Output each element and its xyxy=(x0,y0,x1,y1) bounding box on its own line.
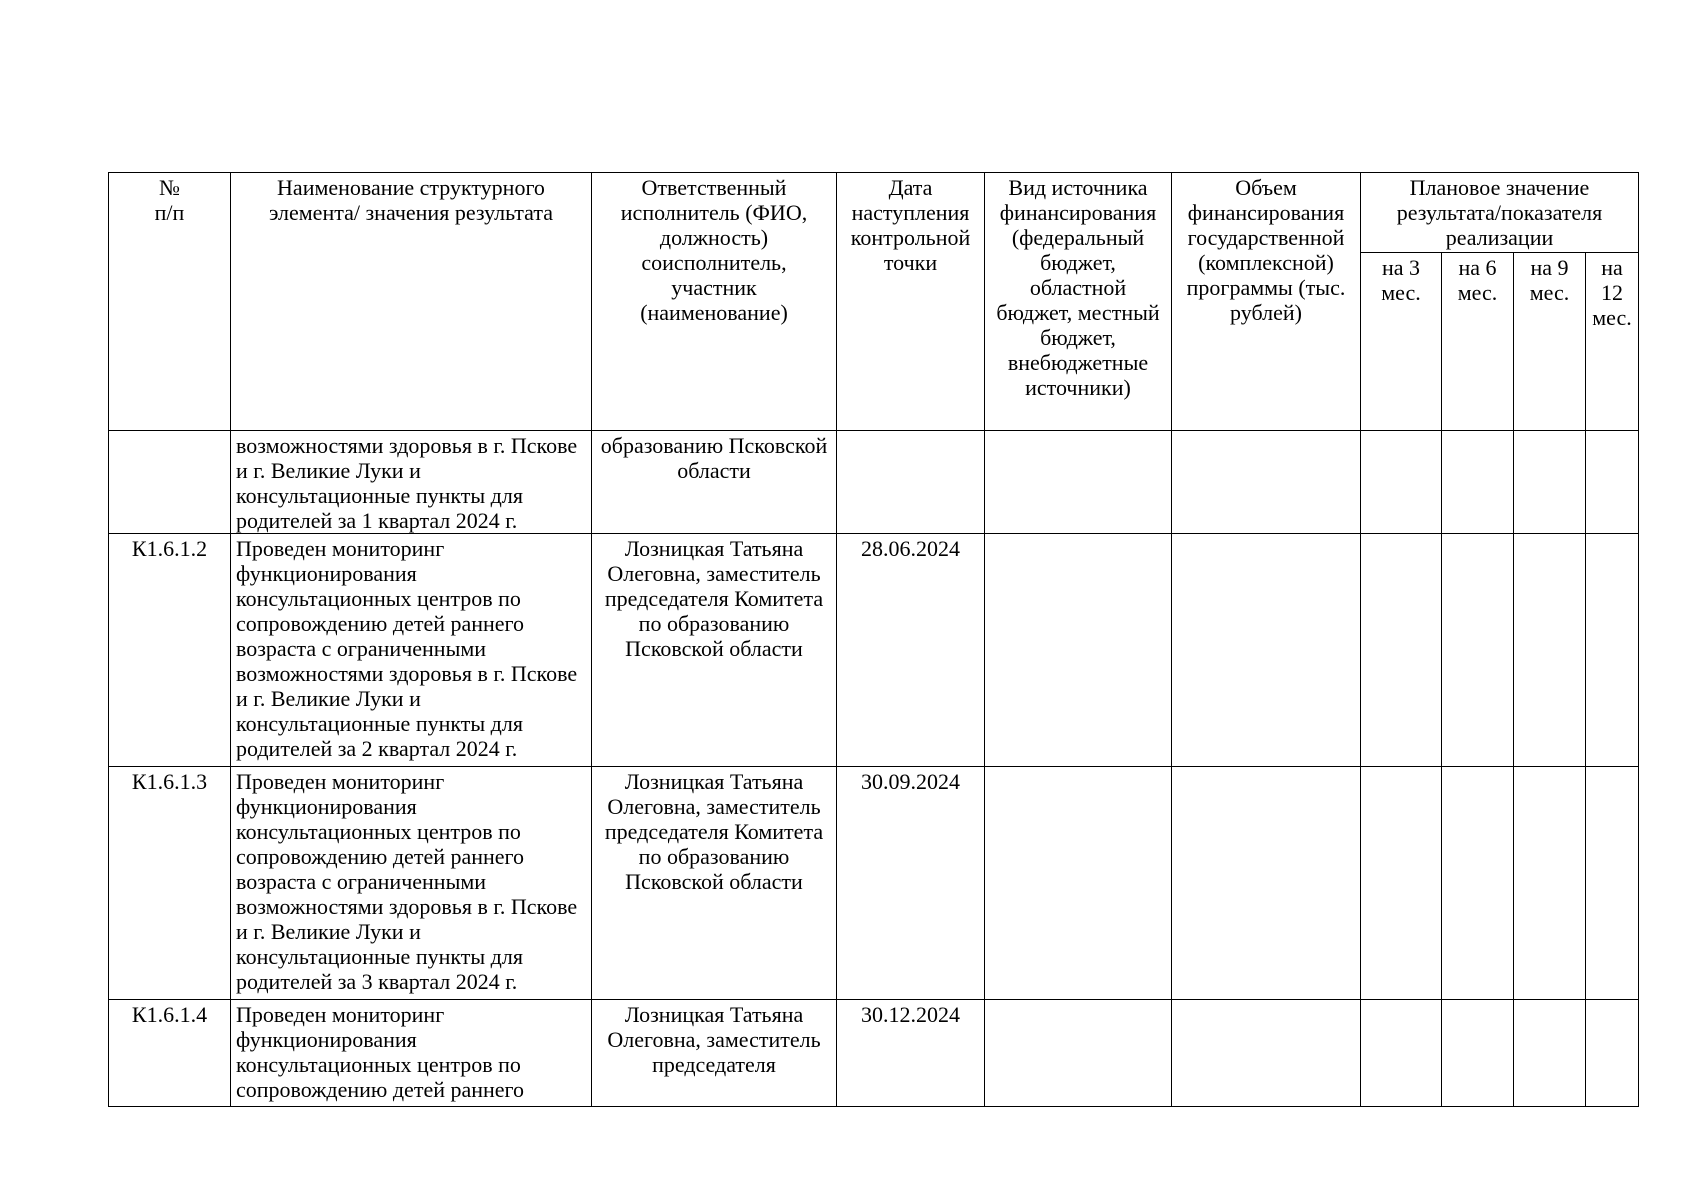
header-row-1 xyxy=(109,173,1639,253)
cell-12-months xyxy=(1586,431,1639,534)
header-3-months: на 3 мес. xyxy=(1361,253,1442,431)
cell-name: Проведен мониторинг функционирования консультационных центров по сопровождению детей раннего xyxy=(231,1000,592,1107)
header-name: Наименование структурного элемента/ значения результата xyxy=(231,173,592,431)
cell-funding-volume xyxy=(1172,767,1361,1000)
cell-responsible: Лозницкая Татьяна Олеговна, заместитель председателя Комитета по образованию Псковской области xyxy=(592,767,837,1000)
cell-name: Проведен мониторинг функционирования консультационных центров по сопровождению детей раннего возраста с ограниченными возможностями здоровья в г. Пскове и г. Великие Луки и консультационные пункты для родителей за 3 квартал 2024 г. xyxy=(231,767,592,1000)
cell-num: К1.6.1.2 xyxy=(109,534,231,767)
header-6-months: на 6 мес. xyxy=(1442,253,1514,431)
header-date: Дата наступления контрольной точки xyxy=(837,173,985,431)
cell-12-months xyxy=(1586,767,1639,1000)
cell-funding-volume xyxy=(1172,431,1361,534)
cell-6-months xyxy=(1442,431,1514,534)
cell-date: 30.12.2024 xyxy=(837,1000,985,1107)
header-12-months: на 12 мес. xyxy=(1586,253,1639,431)
cell-9-months xyxy=(1514,534,1586,767)
cell-num: К1.6.1.3 xyxy=(109,767,231,1000)
cell-3-months xyxy=(1361,1000,1442,1107)
table-row xyxy=(109,431,1639,534)
header-num: № п/п xyxy=(109,173,231,431)
cell-responsible: Лозницкая Татьяна Олеговна, заместитель председателя xyxy=(592,1000,837,1107)
cell-funding-volume xyxy=(1172,534,1361,767)
cell-date: 28.06.2024 xyxy=(837,534,985,767)
cell-3-months xyxy=(1361,534,1442,767)
cell-funding-source xyxy=(985,431,1172,534)
cell-name: возможностями здоровья в г. Пскове и г. Великие Луки и консультационные пункты для родителей за 1 квартал 2024 г. xyxy=(231,431,592,534)
cell-num: К1.6.1.4 xyxy=(109,1000,231,1107)
header-funding-source: Вид источника финансирования (федеральный бюджет, областной бюджет, местный бюджет, внебюджетные источники) xyxy=(985,173,1172,431)
header-planned-value: Плановое значение результата/показателя реализации xyxy=(1361,173,1639,253)
header-9-months: на 9 мес. xyxy=(1514,253,1586,431)
control-points-table xyxy=(108,172,1639,1107)
cell-funding-volume xyxy=(1172,1000,1361,1107)
cell-6-months xyxy=(1442,767,1514,1000)
table-row xyxy=(109,1000,1639,1107)
cell-6-months xyxy=(1442,534,1514,767)
cell-9-months xyxy=(1514,767,1586,1000)
cell-responsible: образованию Псковской области xyxy=(592,431,837,534)
cell-num xyxy=(109,431,231,534)
table-row xyxy=(109,767,1639,1000)
cell-3-months xyxy=(1361,767,1442,1000)
header-funding-volume: Объем финансирования государственной (комплексной) программы (тыс. рублей) xyxy=(1172,173,1361,431)
cell-9-months xyxy=(1514,1000,1586,1107)
cell-responsible: Лозницкая Татьяна Олеговна, заместитель председателя Комитета по образованию Псковской области xyxy=(592,534,837,767)
cell-funding-source xyxy=(985,1000,1172,1107)
cell-6-months xyxy=(1442,1000,1514,1107)
cell-date: 30.09.2024 xyxy=(837,767,985,1000)
cell-12-months xyxy=(1586,534,1639,767)
table-row xyxy=(109,534,1639,767)
cell-12-months xyxy=(1586,1000,1639,1107)
cell-3-months xyxy=(1361,431,1442,534)
header-responsible: Ответственный исполнитель (ФИО, должность) соисполнитель, участник (наименование) xyxy=(592,173,837,431)
cell-funding-source xyxy=(985,534,1172,767)
cell-funding-source xyxy=(985,767,1172,1000)
cell-9-months xyxy=(1514,431,1586,534)
cell-name: Проведен мониторинг функционирования консультационных центров по сопровождению детей раннего возраста с ограниченными возможностями здоровья в г. Пскове и г. Великие Луки и консультационные пункты для родителей за 2 квартал 2024 г. xyxy=(231,534,592,767)
cell-date xyxy=(837,431,985,534)
